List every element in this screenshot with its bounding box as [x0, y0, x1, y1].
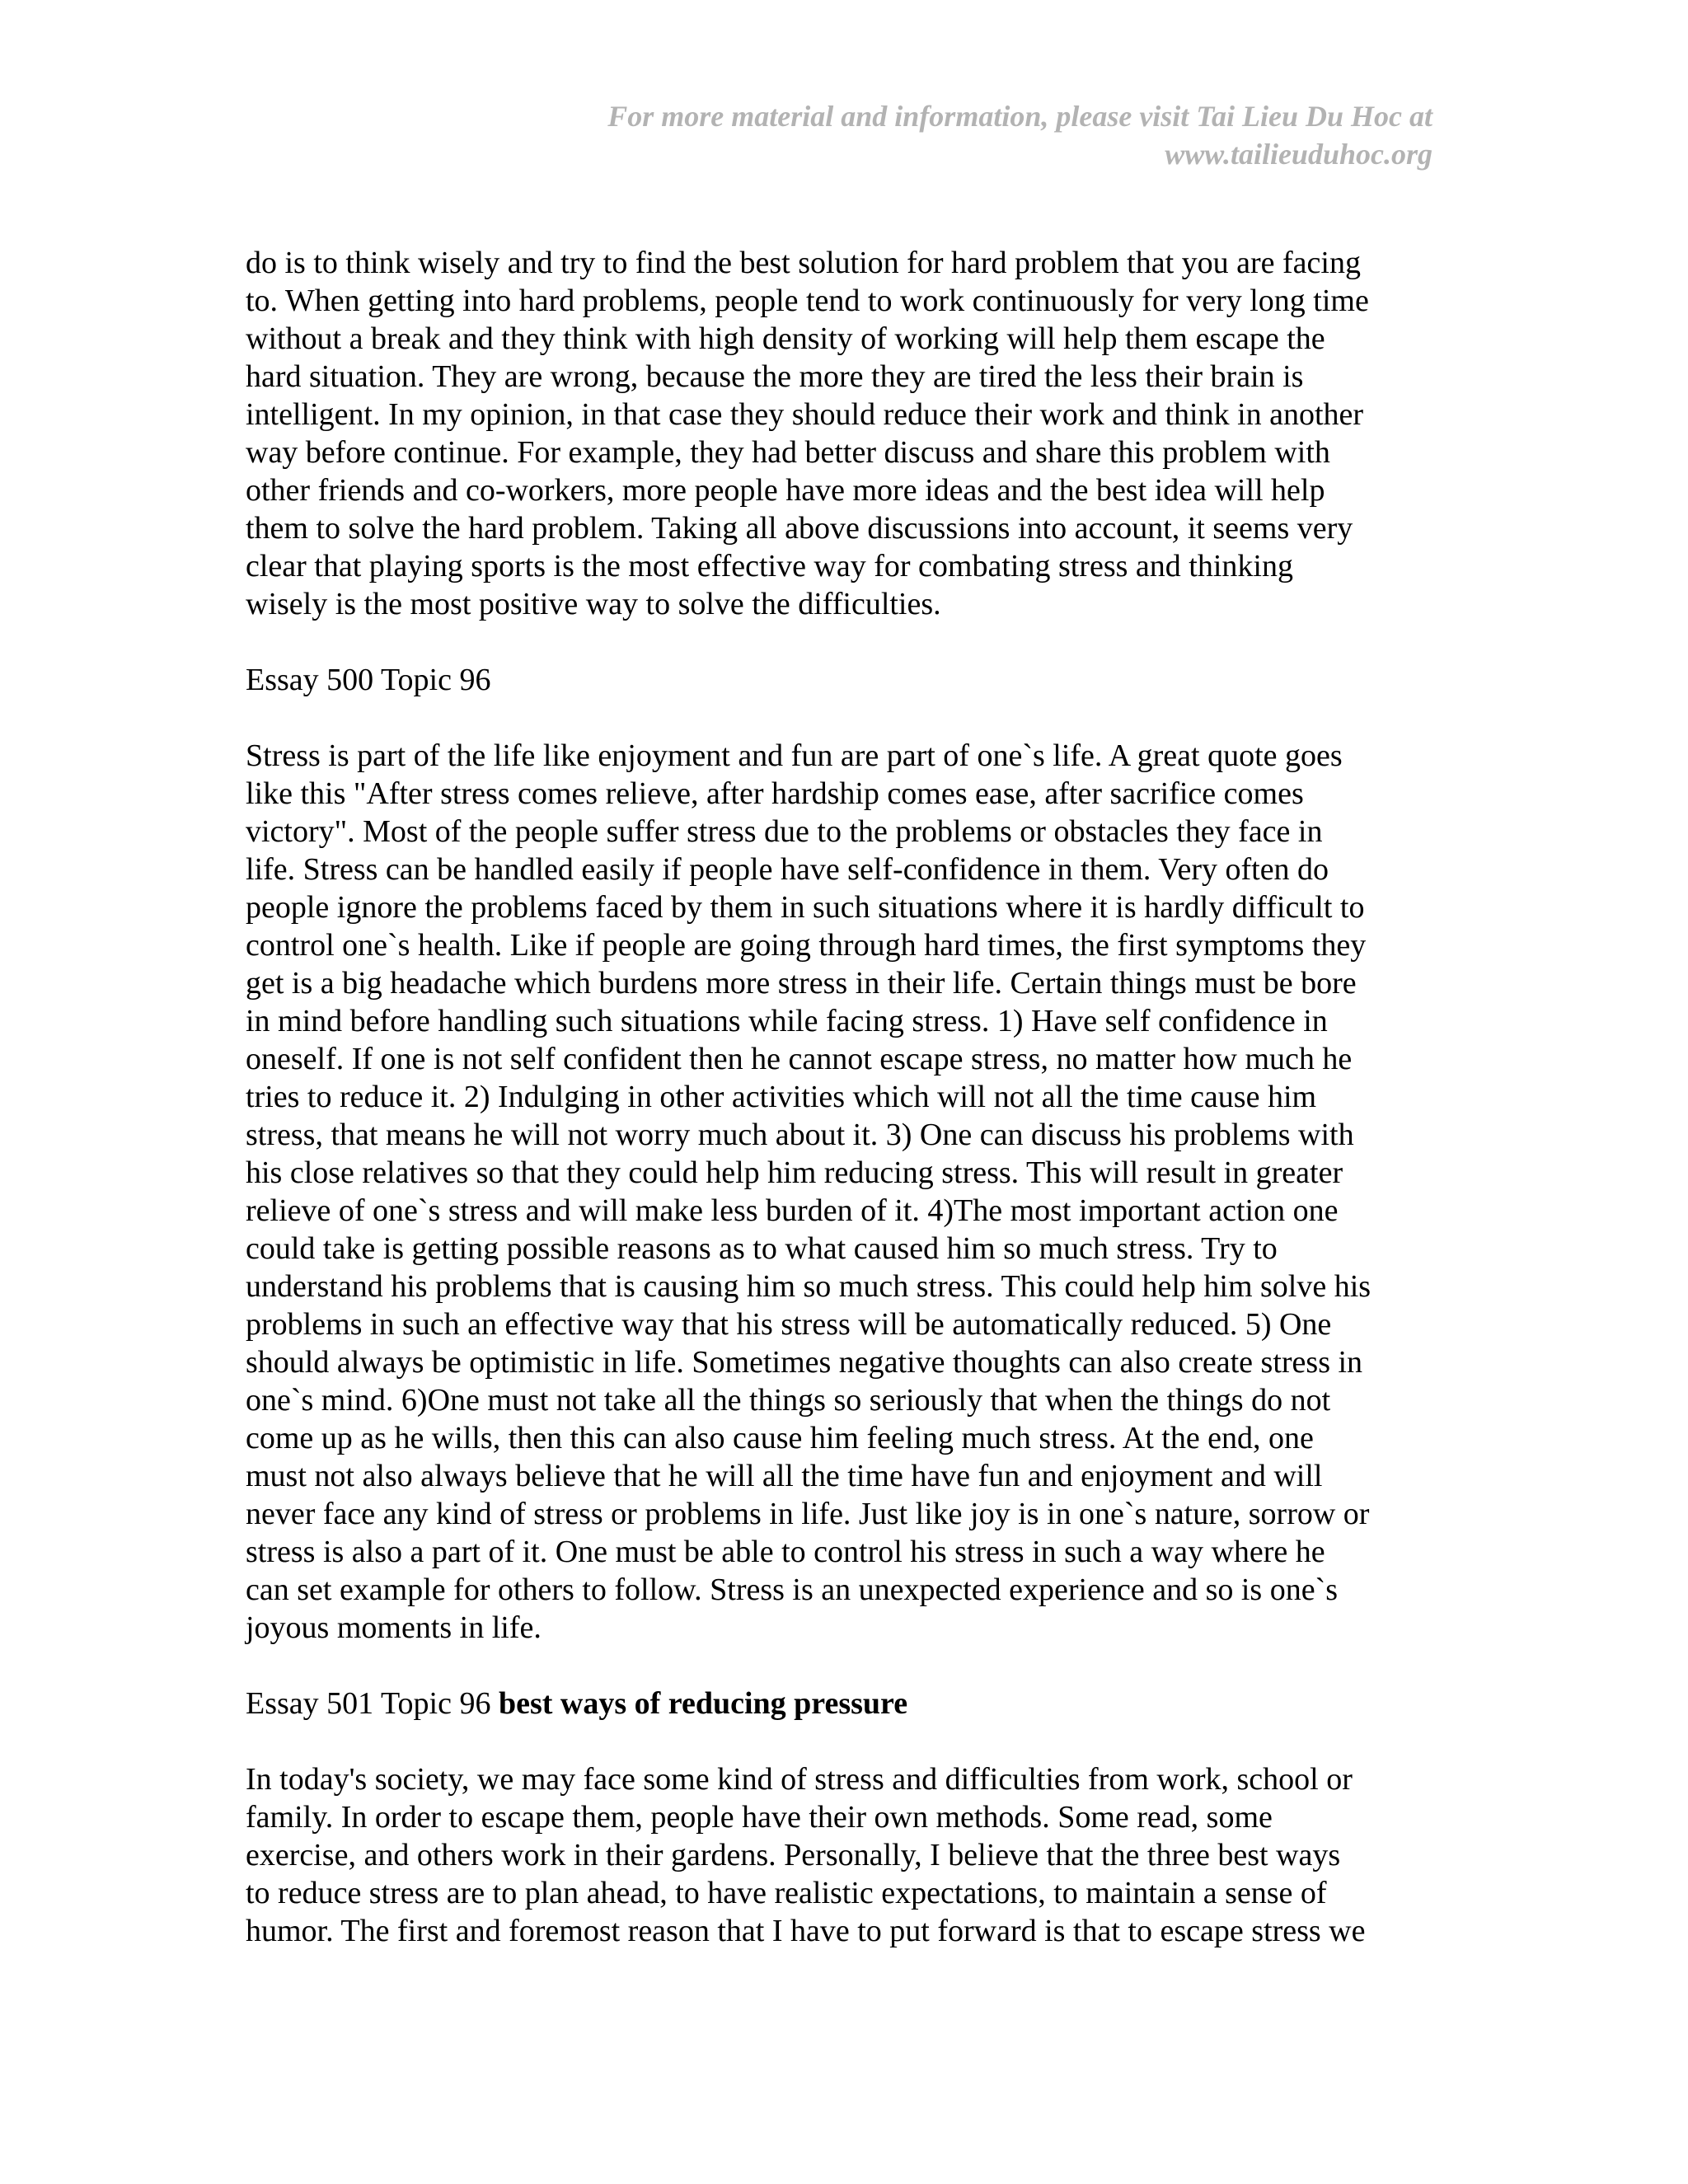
text-line: get is a big headache which burdens more stress in their life. Certain things must be bore [246, 966, 1357, 1001]
page-header [443, 97, 1432, 173]
text-line: his close relatives so that they could help him reducing stress. This will result in greater [246, 1155, 1343, 1190]
text-line: wisely is the most positive way to solve the difficulties. [246, 587, 941, 621]
text-line: relieve of one`s stress and will make less burden of it. 4)The most important action one [246, 1193, 1339, 1228]
text-line: family. In order to escape them, people have their own methods. Some read, some [246, 1800, 1273, 1835]
text-line: joyous moments in life. [246, 1610, 542, 1645]
text-line: control one`s health. Like if people are going through hard times, the first symptoms they [246, 928, 1367, 963]
text-line: in mind before handling such situations while facing stress. 1) Have self confidence in [246, 1004, 1328, 1038]
text-line: to reduce stress are to plan ahead, to have realistic expectations, to maintain a sense of [246, 1876, 1327, 1910]
header-line-2: www.tailieuduhoc.org [1165, 138, 1432, 171]
text-line: tries to reduce it. 2) Indulging in other activities which will not all the time cause him [246, 1080, 1317, 1114]
text-line: like this "After stress comes relieve, after hardship comes ease, after sacrifice comes [246, 776, 1304, 811]
text-line: life. Stress can be handled easily if people have self-confidence in them. Very often do [246, 852, 1329, 887]
text-line: humor. The first and foremost reason that I have to put forward is that to escape stress we [246, 1914, 1366, 1948]
paragraph-1 [246, 244, 1437, 623]
text-line: stress, that means he will not worry much about it. 3) One can discuss his problems with [246, 1118, 1354, 1152]
text-line: Stress is part of the life like enjoyment and fun are part of one`s life. A great quote goes [246, 738, 1343, 773]
header-line-1: For more material and information, please visit Tai Lieu Du Hoc at [607, 100, 1432, 133]
text-line: victory". Most of the people suffer stress due to the problems or obstacles they face in [246, 814, 1323, 849]
text-line: other friends and co-workers, more people have more ideas and the best idea will help [246, 473, 1325, 508]
text-line: them to solve the hard problem. Taking all above discussions into account, it seems very [246, 511, 1353, 546]
document-body [246, 244, 1437, 1988]
paragraph-2 [246, 737, 1437, 1647]
text-line: problems in such an effective way that his stress will be automatically reduced. 5) One [246, 1307, 1332, 1342]
essay-500-heading: Essay 500 Topic 96 [246, 663, 491, 697]
text-line: can set example for others to follow. Stress is an unexpected experience and so is one`s [246, 1572, 1339, 1607]
text-line: intelligent. In my opinion, in that case they should reduce their work and think in another [246, 397, 1364, 432]
paragraph-3 [246, 1760, 1437, 1950]
text-line: without a break and they think with high density of working will help them escape the [246, 321, 1325, 356]
text-line: people ignore the problems faced by them in such situations where it is hardly difficult to [246, 890, 1365, 925]
text-line: In today's society, we may face some kind of stress and difficulties from work, school or [246, 1762, 1353, 1797]
text-line: way before continue. For example, they had better discuss and share this problem with [246, 435, 1330, 470]
text-line: should always be optimistic in life. Sometimes negative thoughts can also create stress in [246, 1345, 1363, 1380]
text-line: oneself. If one is not self confident then he cannot escape stress, no matter how much he [246, 1042, 1353, 1076]
text-line: stress is also a part of it. One must be able to control his stress in such a way where he [246, 1535, 1325, 1569]
text-line: come up as he wills, then this can also cause him feeling much stress. At the end, one [246, 1421, 1314, 1455]
text-line: exercise, and others work in their gardens. Personally, I believe that the three best ways [246, 1838, 1341, 1872]
text-line: clear that playing sports is the most effective way for combating stress and thinking [246, 549, 1293, 583]
text-line: do is to think wisely and try to find the best solution for hard problem that you are facing [246, 246, 1361, 280]
text-line: one`s mind. 6)One must not take all the things so seriously that when the things do not [246, 1383, 1331, 1418]
essay-501-heading-title: best ways of reducing pressure [498, 1686, 908, 1721]
text-line: never face any kind of stress or problems in life. Just like joy is in one`s nature, sorrow or [246, 1497, 1370, 1531]
text-line: understand his problems that is causing him so much stress. This could help him solve his [246, 1269, 1372, 1304]
text-line: could take is getting possible reasons as to what caused him so much stress. Try to [246, 1231, 1278, 1266]
text-line: to. When getting into hard problems, people tend to work continuously for very long time [246, 284, 1369, 318]
essay-501-heading-prefix: Essay 501 Topic 96 [246, 1686, 491, 1721]
text-line: must not also always believe that he will all the time have fun and enjoyment and will [246, 1459, 1323, 1493]
essay-501-heading [246, 1685, 1437, 1722]
text-line: hard situation. They are wrong, because the more they are tired the less their brain is [246, 359, 1304, 394]
